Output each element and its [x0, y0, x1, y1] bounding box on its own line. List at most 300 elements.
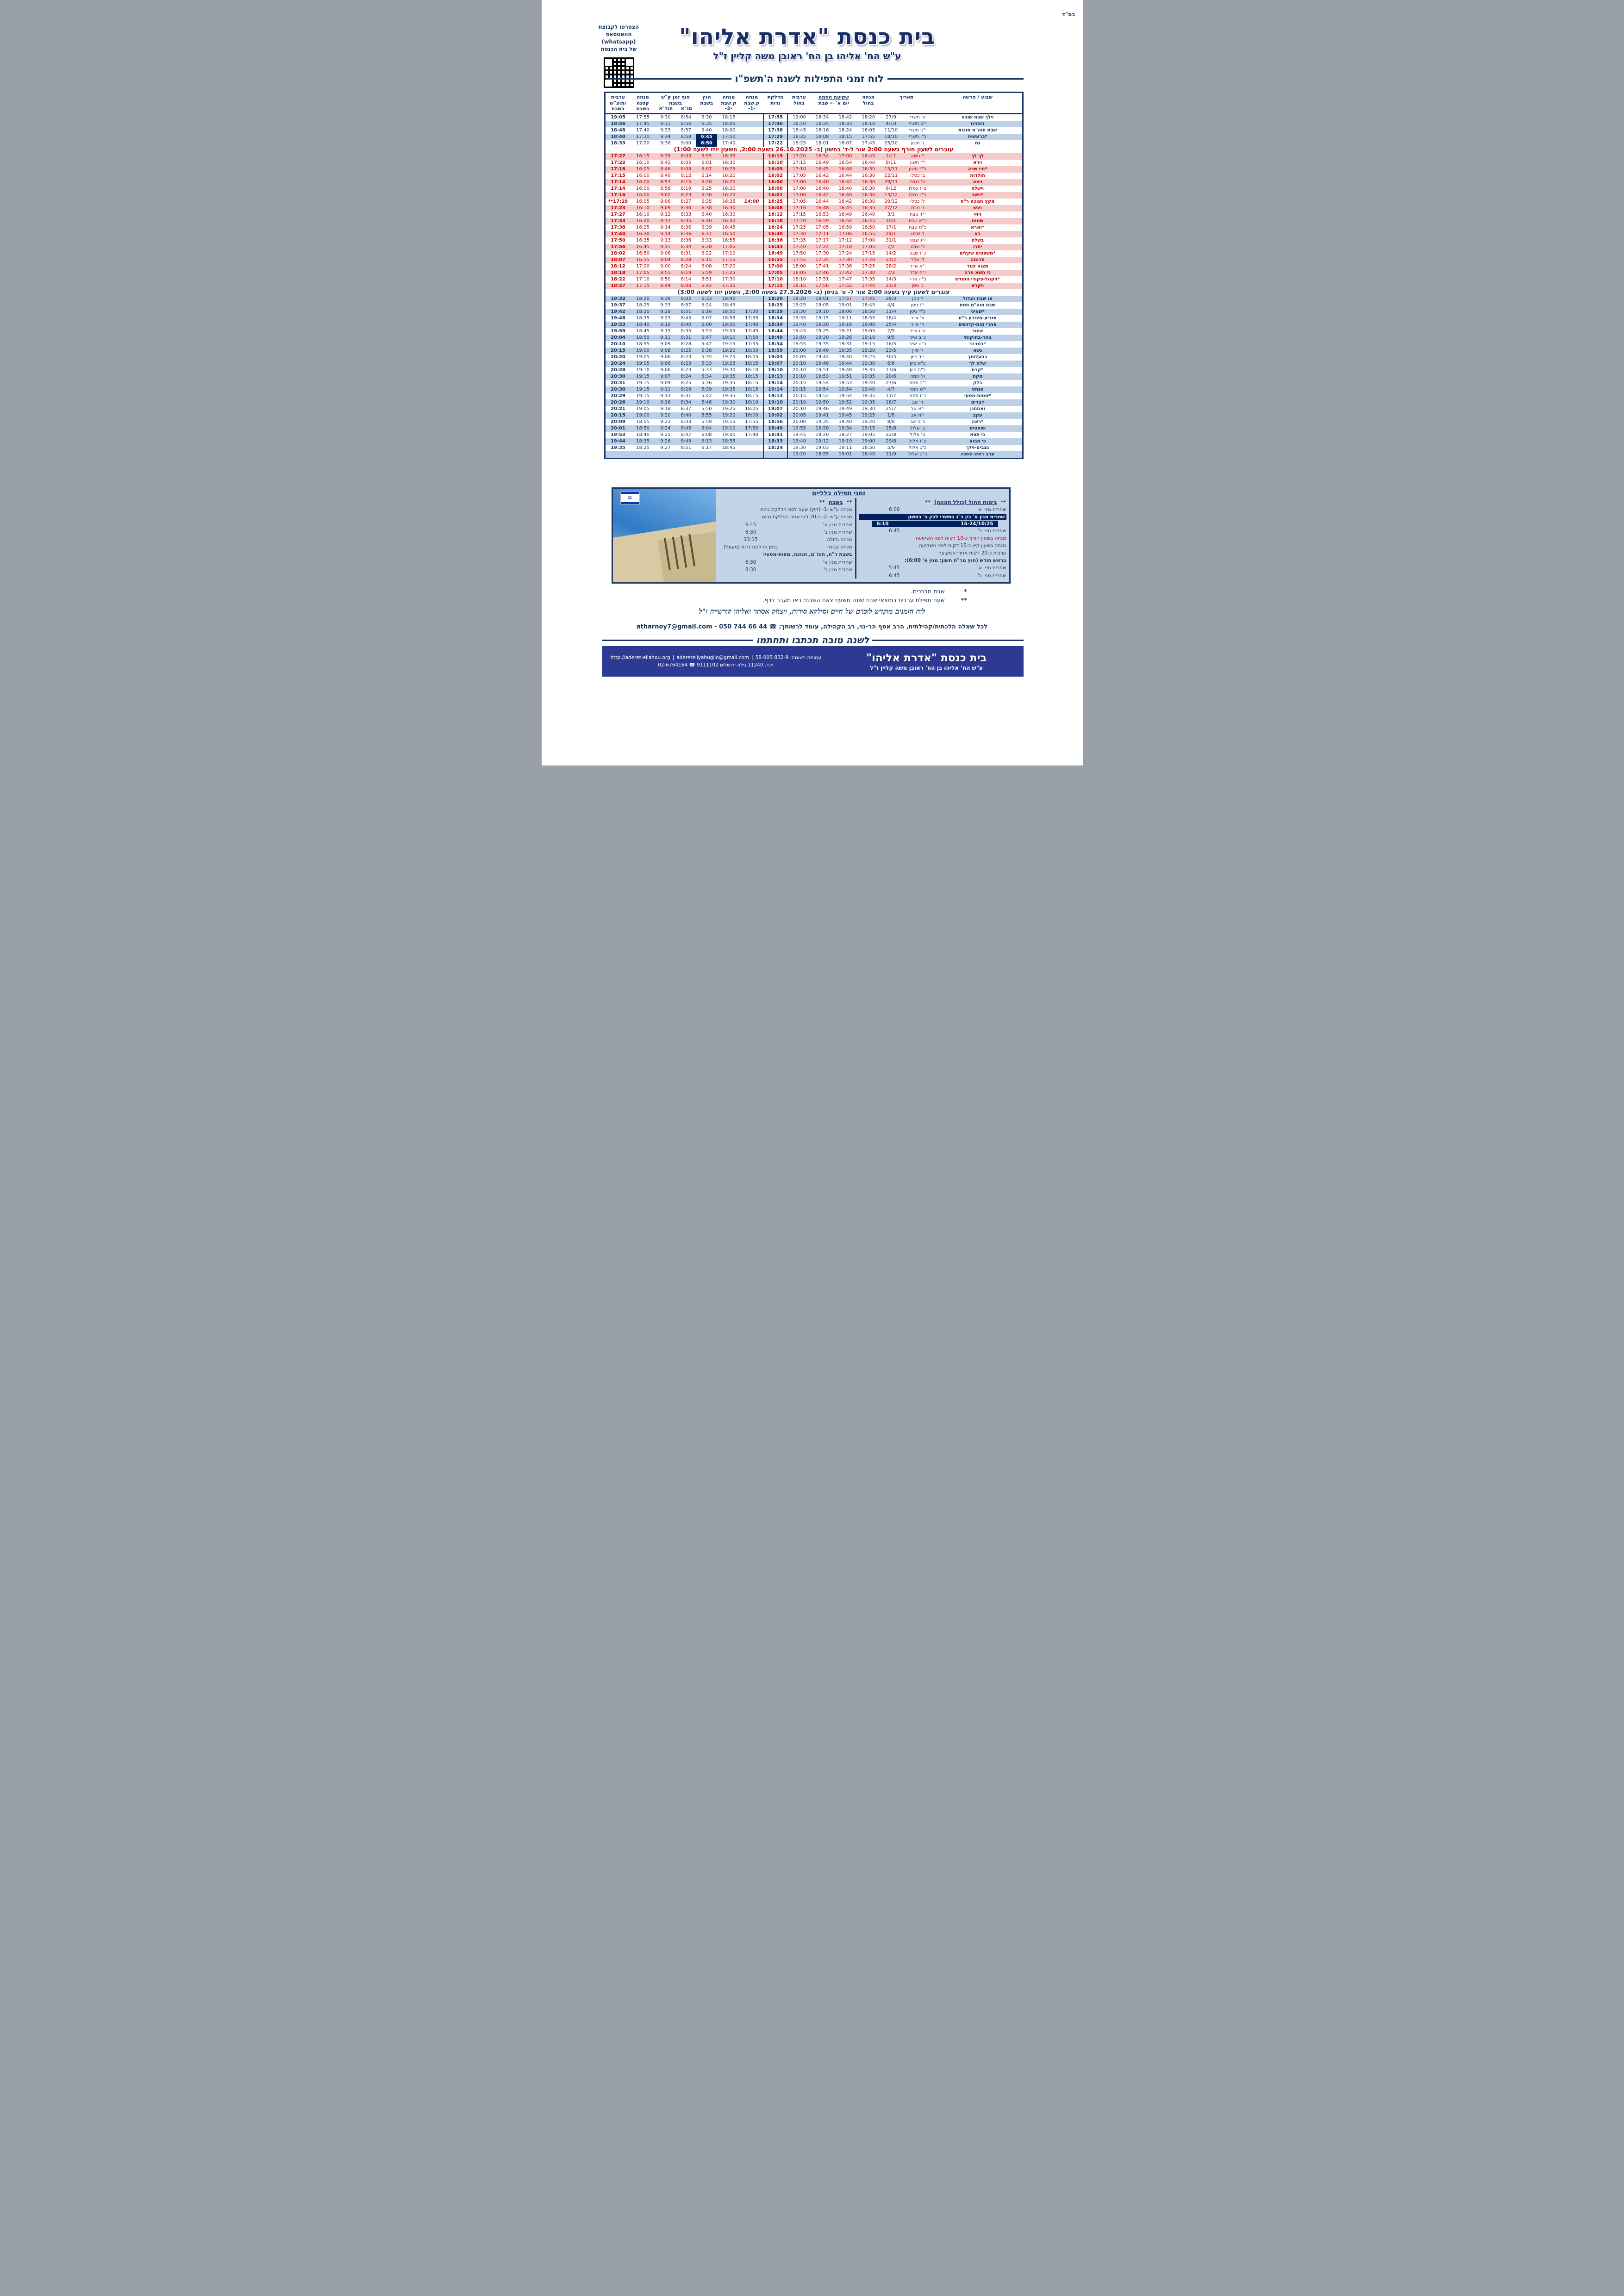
- table-cell: ד' אב: [912, 399, 924, 405]
- table-cell: 8:31: [681, 250, 692, 256]
- table-cell: 16:30: [862, 179, 875, 185]
- table-cell: 8:27: [681, 199, 692, 204]
- table-cell: 9:36: [660, 140, 671, 146]
- table-cell: 18:20: [636, 296, 650, 301]
- table-cell: י"ט תמוז: [909, 386, 926, 392]
- table-cell: 4/10: [886, 121, 896, 126]
- table-cell: 16:49: [838, 212, 852, 217]
- table-row: [605, 399, 1023, 406]
- table-cell: 17:55: [745, 419, 758, 424]
- table-cell: 19:53: [611, 432, 625, 437]
- table-cell: 18:35: [636, 315, 650, 321]
- table-cell: 8:23: [681, 367, 692, 373]
- table-cell: 19:19: [838, 438, 852, 444]
- table-row: [605, 386, 1023, 393]
- table-cell: 18:40: [636, 432, 650, 437]
- footer-address: ת.ד. 11240 גילה ירושלים 9111102 ☎ 02-6764164: [658, 662, 774, 668]
- table-cell: 19:52: [838, 399, 852, 405]
- new-year-greeting: לשנה טובה תכתבו ותחתמו: [602, 635, 1024, 646]
- prayer-time-row: שחרית מנין א' 6:45: [745, 522, 852, 528]
- table-cell: 17:27: [611, 212, 625, 217]
- table-cell: 18:15: [745, 380, 758, 386]
- table-cell: 8:53: [660, 179, 671, 185]
- table-cell: 19:05: [636, 406, 650, 411]
- table-cell: 16:30: [862, 192, 875, 198]
- table-cell: 18:39: [763, 322, 787, 328]
- table-cell: 6:07: [701, 315, 712, 321]
- table-cell: 20:04: [611, 335, 625, 340]
- table-cell: 20:28: [611, 367, 625, 373]
- table-cell: 6:39: [701, 224, 712, 230]
- table-cell: 19:35: [862, 367, 875, 373]
- table-cell: 19:10: [763, 367, 787, 373]
- table-cell: 9:33: [660, 302, 671, 308]
- table-cell: 17:30: [815, 250, 829, 256]
- table-cell: כ"א טבת: [908, 218, 927, 224]
- table-cell: 9:14: [660, 231, 671, 236]
- table-cell: 19:44: [611, 438, 625, 444]
- table-cell: 19:41: [815, 412, 829, 418]
- table-cell: 6:13: [701, 438, 712, 444]
- stars-icon: **: [846, 499, 852, 505]
- table-cell: 18:33: [763, 438, 787, 445]
- table-cell: 19:25: [722, 361, 736, 366]
- table-cell: י"ב תשרי: [909, 121, 926, 126]
- table-cell: 19:49: [838, 406, 852, 411]
- table-cell: כ"ט אייר: [909, 341, 926, 347]
- synagogue-photo: [613, 489, 716, 582]
- table-cell: 8:24: [681, 373, 692, 379]
- table-cell: כי תצא: [970, 432, 986, 437]
- table-cell: ט"ז אלול: [908, 438, 927, 444]
- table-cell: 18:34: [763, 315, 787, 322]
- table-cell: 19:46: [815, 406, 829, 411]
- table-cell: 9/5: [887, 335, 895, 340]
- table-cell: 16:36: [763, 237, 787, 244]
- table-row: [605, 257, 1023, 263]
- table-cell: 7/3: [887, 270, 895, 275]
- table-cell: 16:00: [636, 173, 650, 178]
- table-cell: 8:19: [681, 186, 692, 191]
- table-cell: 16:42: [838, 199, 852, 204]
- table-cell: 29/8: [886, 438, 896, 444]
- table-cell: 19:01: [838, 302, 852, 308]
- table-row: [605, 335, 1023, 341]
- table-cell: 16:55: [636, 257, 650, 262]
- table-cell: א' אייר: [911, 315, 924, 321]
- table-cell: 18:45: [862, 302, 875, 308]
- table-cell: 8:15: [681, 179, 692, 185]
- table-cell: י"ד טבת: [910, 212, 926, 217]
- table-cell: 18:50: [862, 445, 875, 450]
- table-cell: 19:00: [862, 322, 875, 327]
- table-cell: 16:53: [815, 212, 829, 217]
- table-cell: 19:12: [815, 438, 829, 444]
- table-cell: 16:30: [862, 173, 875, 178]
- table-cell: 1/8: [887, 412, 895, 418]
- table-cell: כ"ה אדר: [909, 276, 926, 282]
- table-row: [605, 153, 1023, 160]
- contact-phone-email[interactable]: atharnoy7@gmail.com - 050 744 66 44: [636, 623, 768, 630]
- table-cell: בלק: [973, 380, 982, 386]
- table-cell: 6:08: [701, 432, 712, 437]
- table-cell: 18:08: [815, 134, 829, 139]
- table-cell: 19:20: [862, 419, 875, 424]
- footer-url[interactable]: http://aderet-eliahou.org: [610, 655, 670, 660]
- table-cell: 16:50: [722, 231, 736, 236]
- table-cell: 8:36: [681, 237, 692, 243]
- table-cell: 9:07: [660, 373, 671, 379]
- table-cell: 19:35: [862, 399, 875, 405]
- column-divider: [855, 498, 856, 579]
- table-row: [605, 270, 1023, 276]
- table-cell: ב' אלול: [910, 425, 925, 431]
- table-cell: 17:52: [838, 283, 852, 288]
- table-cell: 8:34: [681, 244, 692, 249]
- table-row: [605, 309, 1023, 315]
- table-cell: 5/9: [887, 445, 895, 450]
- table-cell: 17:18: [611, 166, 625, 172]
- table-cell: 6:24: [701, 302, 712, 308]
- table-cell: 16:40: [722, 218, 736, 224]
- table-cell: 19:00: [722, 322, 736, 327]
- table-cell: 5:33: [701, 361, 712, 366]
- table-cell: 8:36: [681, 224, 692, 230]
- table-cell: י"ג שבט: [910, 237, 925, 243]
- table-cell: 8:19: [681, 270, 692, 275]
- table-cell: 20:15: [793, 380, 806, 386]
- table-cell: [740, 276, 763, 283]
- table-cell: 9:06: [660, 361, 671, 366]
- table-cell: 19:11: [838, 315, 852, 321]
- table-cell: 19:35: [722, 380, 736, 386]
- table-cell: 16:00: [763, 186, 787, 192]
- table-cell: 16:54: [838, 160, 852, 165]
- table-cell: 18:10: [793, 276, 806, 282]
- table-cell: 8:37: [681, 406, 692, 411]
- table-cell: 16:48: [815, 205, 829, 211]
- table-cell: 19:44: [838, 361, 852, 366]
- table-cell: 19:48: [815, 361, 829, 366]
- table-cell: 19:00: [793, 114, 806, 120]
- table-cell: שמות: [972, 218, 984, 224]
- table-cell: [740, 186, 763, 192]
- table-cell: כ"ד ניסן: [910, 309, 926, 314]
- highlighted-note: שחרית מנין א' בין כ"ג בתשרי לבין ב' בחשון: [859, 514, 1006, 520]
- table-cell: 18:15: [722, 114, 736, 120]
- table-cell: 18:56: [611, 121, 625, 126]
- column-header: הנץ בשבת: [696, 93, 718, 114]
- table-cell: [740, 166, 763, 173]
- table-cell: 19:40: [838, 354, 852, 360]
- table-cell: [740, 153, 763, 160]
- table-cell: [696, 451, 718, 459]
- table-cell: 18/7: [886, 399, 896, 405]
- table-cell: 19:21: [838, 328, 852, 334]
- table-cell: 25/4: [886, 322, 896, 327]
- table-cell: 19:01: [838, 451, 852, 457]
- table-cell: 17:50: [793, 250, 806, 256]
- table-cell: *קרח: [971, 367, 984, 373]
- table-cell: 25/10: [884, 140, 898, 146]
- table-cell: 19:55: [793, 425, 806, 431]
- table-cell: ג' חשון: [911, 140, 924, 146]
- table-cell: 8:31: [681, 393, 692, 398]
- footer-email[interactable]: adereteliyahugilo@gmail.com: [676, 655, 750, 660]
- table-cell: ד' אדר: [911, 257, 924, 262]
- table-cell: *וישב: [972, 192, 984, 198]
- table-cell: כ"ב אייר: [909, 335, 926, 340]
- column-header: ערבית בחול: [787, 93, 811, 114]
- table-cell: 5:36: [701, 380, 712, 386]
- table-cell: 17:14: [611, 186, 625, 191]
- table-row: [605, 328, 1023, 335]
- table-cell: 14/3: [886, 276, 896, 282]
- table-cell: 6:35: [701, 199, 712, 204]
- table-cell: 20:15: [611, 412, 625, 418]
- table-cell: 17:14: [611, 179, 625, 185]
- table-cell: 19:15: [722, 419, 736, 424]
- table-cell: אמור: [972, 328, 983, 334]
- table-cell: 16:45: [636, 244, 650, 249]
- table-cell: 19:35: [838, 348, 852, 353]
- table-cell: 6:35: [701, 121, 712, 126]
- table-cell: 18:40: [611, 134, 625, 139]
- table-cell: 19:26: [838, 335, 852, 340]
- table-cell: 18:00: [722, 127, 736, 133]
- table-cell: 8:40: [681, 322, 692, 327]
- table-cell: 20:05: [793, 354, 806, 360]
- table-cell: 18:12: [611, 263, 625, 269]
- table-cell: 8/11: [886, 160, 896, 165]
- table-cell: 20:21: [611, 406, 625, 411]
- table-cell: 8:31: [681, 335, 692, 340]
- table-cell: 16:40: [838, 186, 852, 191]
- table-cell: 6:15: [701, 257, 712, 262]
- table-row: [605, 451, 1023, 459]
- table-cell: 20:15: [793, 386, 806, 392]
- table-cell: 19:27: [838, 432, 852, 437]
- table-cell: 17:00: [793, 186, 806, 191]
- table-cell: 9:20: [660, 412, 671, 418]
- table-cell: 8:23: [681, 361, 692, 366]
- table-cell: ג' ניסן: [912, 283, 924, 288]
- table-cell: 16/5: [886, 341, 896, 347]
- table-cell: 16:10: [636, 205, 650, 211]
- table-cell: כ"ג כסלו: [909, 192, 926, 198]
- table-cell: ז' סיון: [912, 348, 923, 353]
- table-cell: 6:22: [701, 250, 712, 256]
- table-cell: ט' אלול: [910, 432, 925, 437]
- table-cell: 17:35: [862, 276, 875, 282]
- table-cell: 6/12: [886, 186, 896, 191]
- table-cell: 19:35: [862, 393, 875, 398]
- prayer-time-row: שחרית מנין ב' 8:30: [745, 529, 852, 535]
- table-cell: 19:28: [815, 425, 829, 431]
- table-cell: 19:45: [838, 412, 852, 418]
- table-cell: 16:20: [722, 192, 736, 198]
- table-cell: 18:10: [745, 367, 758, 373]
- table-cell: 8:46: [660, 166, 671, 172]
- table-cell: 17:35: [815, 257, 829, 262]
- table-cell: 27/6: [886, 380, 896, 386]
- table-cell: 19:25: [862, 412, 875, 418]
- table-cell: וירא: [973, 160, 982, 165]
- table-cell: 18:50: [636, 425, 650, 431]
- table-cell: 18:54: [763, 341, 787, 348]
- table-row: [605, 296, 1023, 302]
- table-cell: 19:53: [611, 322, 625, 327]
- table-cell: כ"ט אלול: [908, 451, 927, 457]
- table-cell: 19:40: [862, 386, 875, 392]
- table-cell: 16:59: [815, 218, 829, 224]
- table-cell: 18:56: [763, 419, 787, 425]
- memorial-dedication: לוח הזמנים מוקדש לזכרם של חיים וסילקא סורות, ויצחק אסתר ואליהו קורשייה ז"ל: [699, 607, 925, 616]
- table-cell: 5:55: [701, 153, 712, 159]
- table-cell: 19:07: [763, 406, 787, 412]
- table-cell: 18:07: [611, 257, 625, 262]
- table-cell: 18:25: [793, 140, 806, 146]
- table-cell: 18:55: [722, 315, 736, 321]
- prayer-time-row: שחרית מנין א' 6:00: [889, 507, 1006, 512]
- table-cell: 6:38: [701, 205, 712, 211]
- table-cell: 18:18: [611, 270, 625, 275]
- table-cell: 17:45: [745, 328, 758, 334]
- table-cell: 17:56: [611, 244, 625, 249]
- table-cell: 4/4: [887, 302, 895, 308]
- table-cell: דברים: [971, 399, 984, 405]
- table-row: [605, 173, 1023, 179]
- table-row: [605, 218, 1023, 224]
- table-cell: [655, 451, 676, 459]
- prayer-time-row: שחרית מנין ב' 8:30: [745, 567, 852, 573]
- stars-icon: **: [924, 499, 931, 505]
- table-cell: 9:26: [660, 438, 671, 444]
- table-cell: 8:23: [681, 354, 692, 360]
- table-cell: 19:50: [793, 335, 806, 340]
- table-cell: 17:40: [745, 432, 758, 437]
- table-cell: 19:52: [815, 393, 829, 398]
- title-rule-left: [606, 78, 731, 80]
- table-cell: 17:00: [838, 153, 852, 159]
- weekday-times-column: [856, 489, 1009, 582]
- table-cell: 18:50: [793, 121, 806, 126]
- table-cell: 2/5: [887, 328, 895, 334]
- table-cell: 17:55: [793, 257, 806, 262]
- table-cell: 6:01: [701, 160, 712, 165]
- table-cell: [740, 451, 763, 459]
- table-cell: 17:05: [793, 199, 806, 204]
- table-cell: 20/6: [886, 373, 896, 379]
- table-cell: 20:29: [611, 393, 625, 398]
- footer-synagogue-name: בית כנסת "אדרת אליהו" ע"ש הח' אליהו בן הח' ראובן משה קליין ז"ל: [866, 652, 987, 671]
- table-cell: 17:05: [862, 244, 875, 249]
- table-row: [605, 432, 1023, 438]
- table-cell: *ויקהל-פקודי החודש: [955, 276, 1000, 282]
- table-cell: 19:20: [862, 348, 875, 353]
- table-cell: 17:55: [763, 113, 787, 121]
- table-cell: 18:25: [763, 302, 787, 309]
- table-cell: 17:00: [793, 179, 806, 185]
- table-cell: 16:15: [763, 153, 787, 160]
- table-cell: 20:10: [793, 399, 806, 405]
- rabbi-contact-line: לכל שאלה הלכתית/קהילתית, הרב אסף הר-נוי, רב הקהילה, עומד לרשותך: ☎ atharnoy7@gmail.com - 050 744 66 44: [636, 623, 988, 630]
- table-row: [605, 134, 1023, 140]
- table-row: [605, 361, 1023, 367]
- footer-links: http://aderet-eliahou.org | adereteliyahugilo@gmail.com | עמותה רשומה: 58-005-832-9: [610, 655, 821, 660]
- table-cell: 8:49: [681, 438, 692, 444]
- table-cell: 17:42: [838, 270, 852, 275]
- table-cell: 17:40: [745, 322, 758, 327]
- table-row: [605, 127, 1023, 134]
- table-cell: ויחי: [974, 212, 981, 217]
- table-cell: 17:36: [838, 263, 852, 269]
- table-cell: 6:00: [701, 322, 712, 327]
- israel-flag-icon: ✡: [620, 492, 640, 504]
- table-cell: 8:56: [681, 121, 692, 126]
- table-cell: כ"א סיון: [910, 361, 926, 366]
- table-cell: ט"ו אייר: [910, 328, 926, 334]
- clock-change-note: עוברים לשעון חורף בשעה 2:00 אור ל-ד' בחשון (ב- 26.10.2025 בשעה 2:00, השעון יוזז לשעה 1:00): [605, 147, 1023, 153]
- table-cell: 6:20: [701, 179, 712, 185]
- title-rule-right: [887, 78, 1024, 80]
- table-cell: 17:40: [722, 140, 736, 146]
- table-cell: 17:40: [793, 244, 806, 249]
- table-cell: 17:11: [815, 231, 829, 236]
- table-cell: 17:15: [722, 257, 736, 262]
- table-cell: 9:13: [660, 237, 671, 243]
- table-cell: 17:33: [611, 218, 625, 224]
- table-cell: 16:50: [636, 250, 650, 256]
- table-cell: 9:08: [660, 250, 671, 256]
- table-cell: 19:30: [815, 335, 829, 340]
- table-cell: 9:33: [660, 127, 671, 133]
- table-cell: 19:15: [815, 315, 829, 321]
- table-cell: 9:25: [660, 432, 671, 437]
- table-cell: 17:00: [793, 192, 806, 198]
- table-cell: 18:05: [862, 127, 875, 133]
- table-cell: 16:25: [763, 199, 787, 205]
- table-cell: 9:09: [660, 205, 671, 211]
- whatsapp-line1: הצטרפו לקבוצת: [598, 24, 639, 30]
- table-cell: 25/7: [886, 406, 896, 411]
- table-cell: 16:55: [722, 237, 736, 243]
- prayer-time-row: שחרית מנין ב' 6:45: [889, 572, 1006, 579]
- table-cell: שבת חוה"מ סוכות: [958, 127, 997, 133]
- table-row: [605, 322, 1023, 328]
- table-cell: 17:44: [611, 231, 625, 236]
- table-row: [605, 373, 1023, 380]
- table-cell: שופטים: [969, 425, 986, 431]
- table-cell: 17:10: [763, 276, 787, 283]
- table-cell: ב' כסלו: [910, 173, 925, 178]
- table-cell: 20:30: [611, 386, 625, 392]
- table-cell: 19:10: [722, 425, 736, 431]
- table-cell: 19:30: [722, 367, 736, 373]
- table-cell: 17:20: [793, 218, 806, 224]
- prayer-time-note: מנחה בשעון חורף כ-10 דקות לפני השקיעה: [915, 535, 1006, 541]
- table-cell: 18:33: [838, 121, 852, 126]
- table-cell: 19:20: [815, 432, 829, 437]
- table-cell: 19:05: [862, 432, 875, 437]
- table-cell: 8:54: [681, 114, 692, 120]
- table-cell: 9:00: [660, 263, 671, 269]
- table-cell: 16:49: [763, 250, 787, 257]
- table-cell: 17:45: [862, 140, 875, 146]
- table-cell: י"א אדר: [909, 263, 926, 269]
- table-cell: 17:46: [763, 121, 787, 127]
- table-cell: 18:02: [611, 250, 625, 256]
